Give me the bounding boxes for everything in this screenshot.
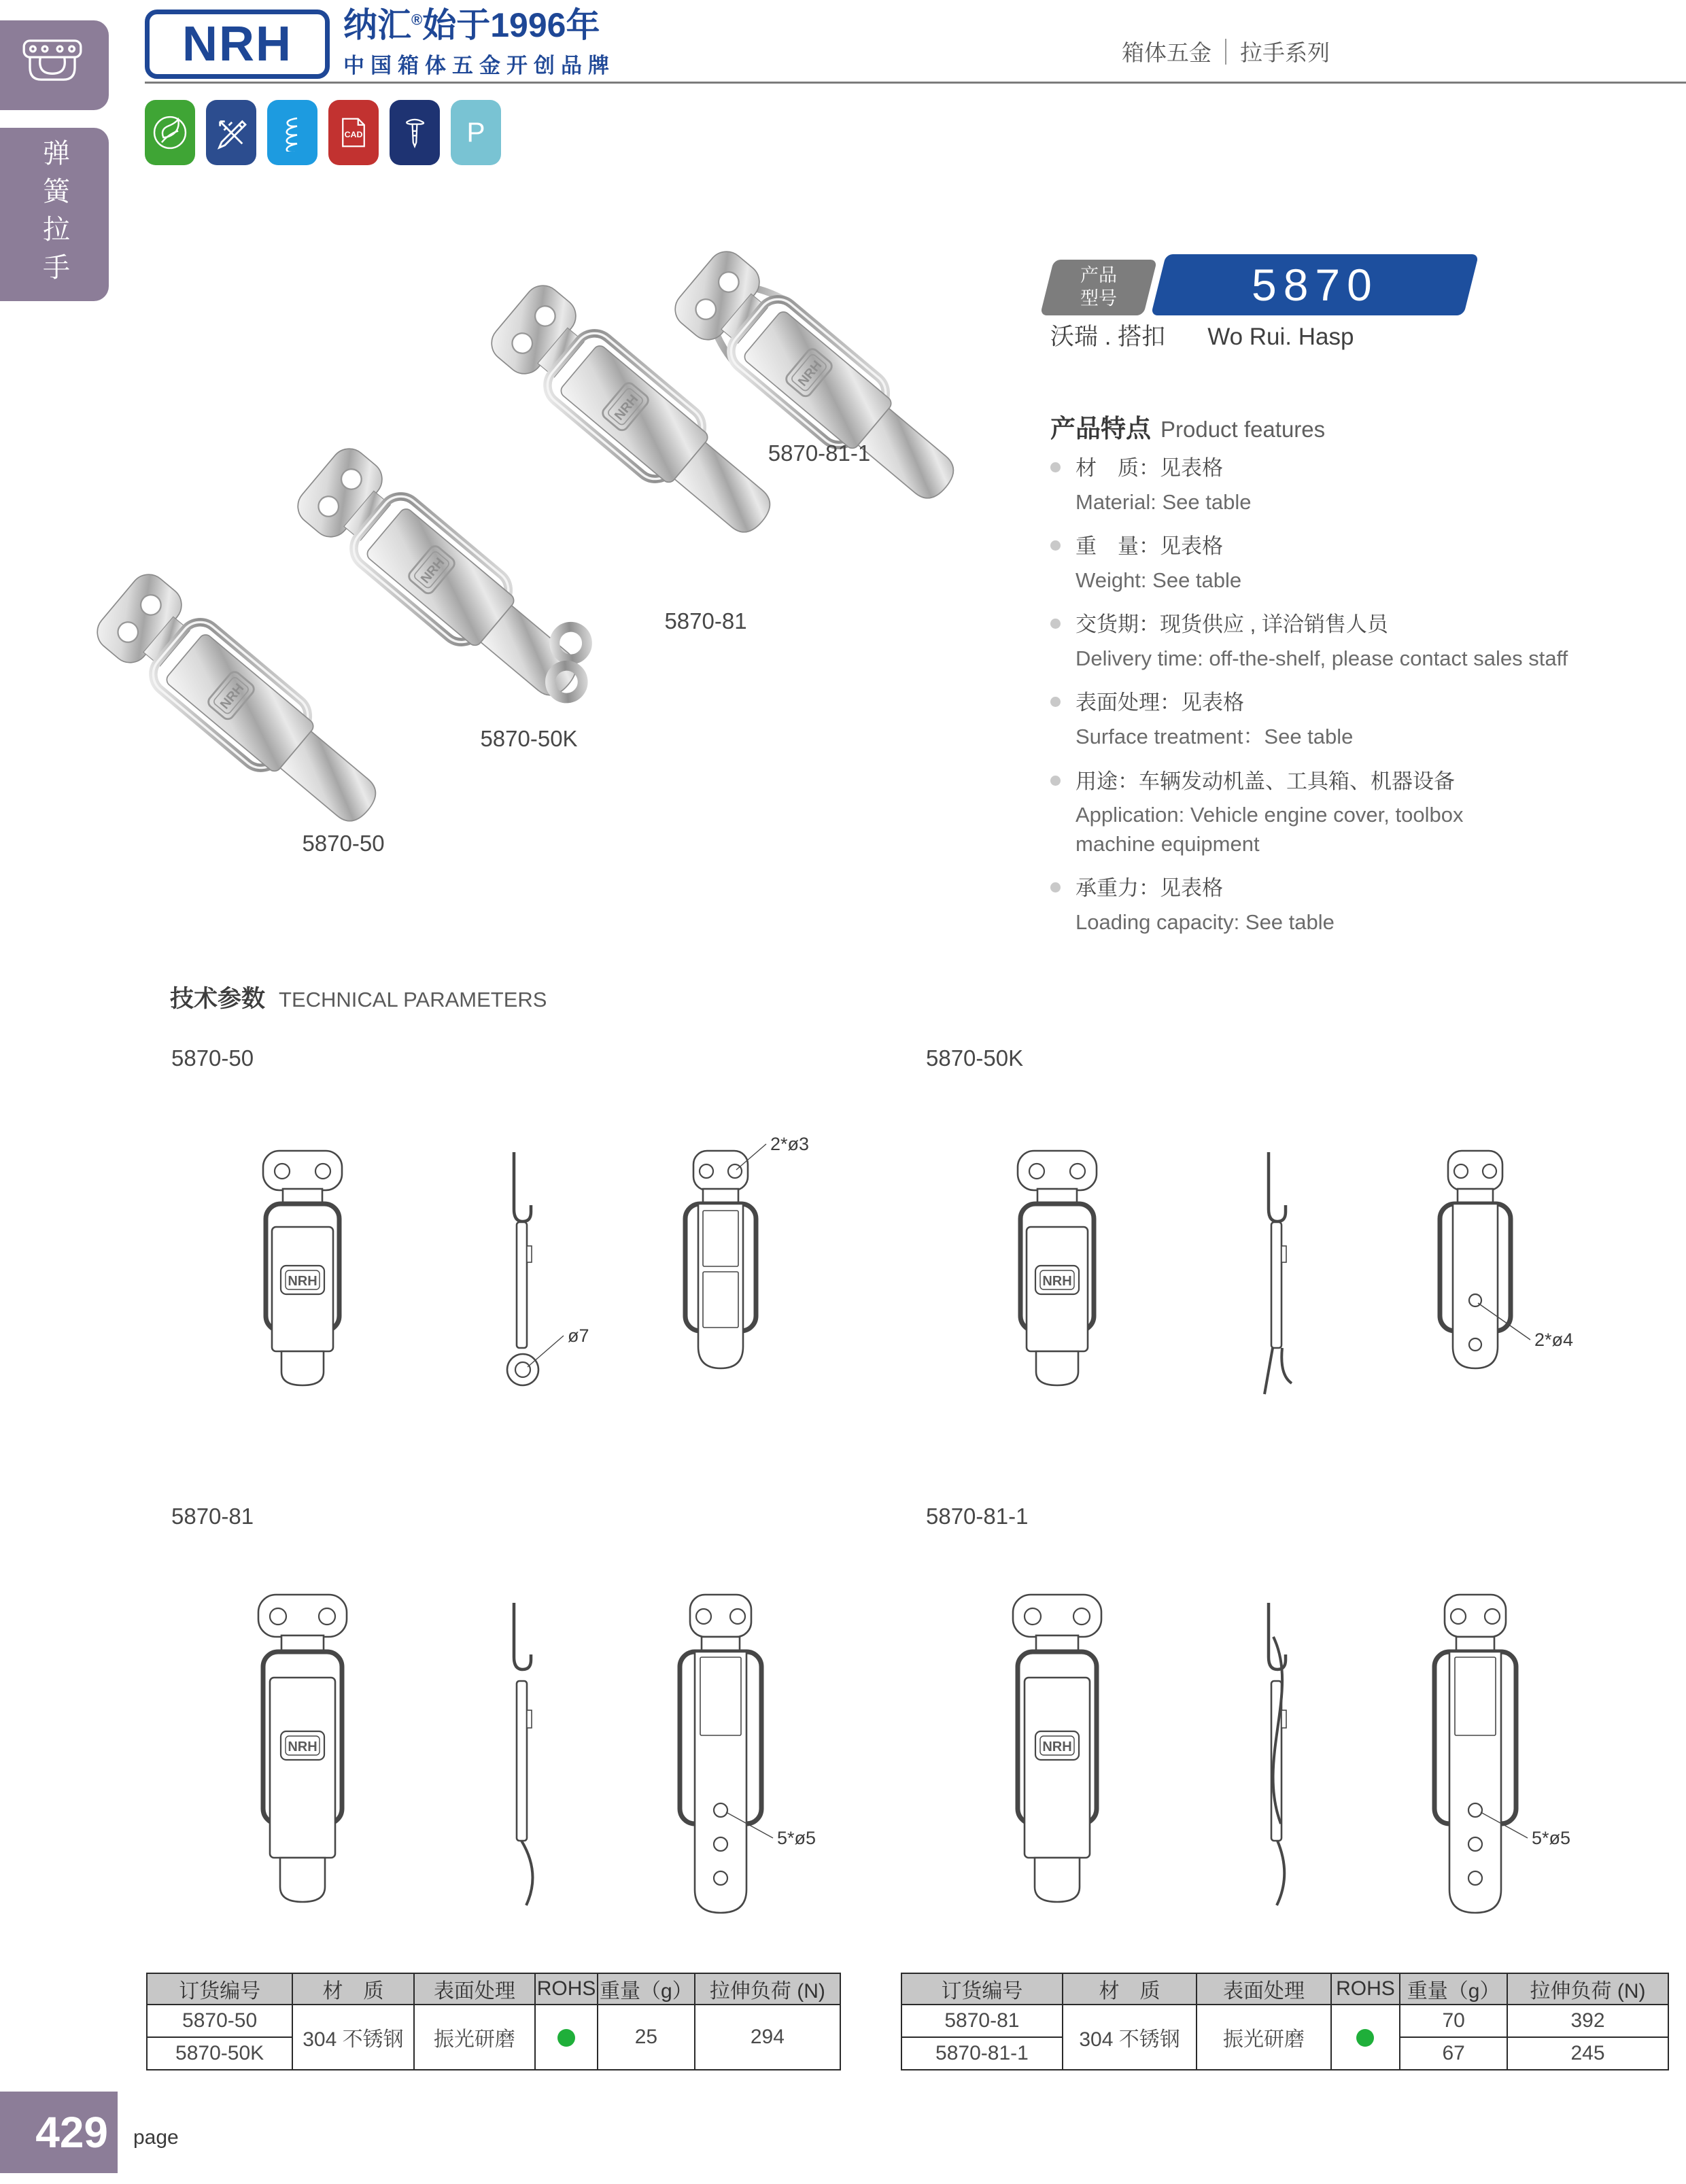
model-tag: 产品 型号 <box>1040 260 1157 315</box>
features-heading: 产品特点 Product features <box>1050 415 1326 443</box>
table-row <box>147 2005 840 2037</box>
model-number: 5870 <box>1251 260 1379 310</box>
rohs-pass-icon <box>557 2029 575 2047</box>
sidebar-tab-label: 弹簧拉手 <box>39 138 69 291</box>
svg-text:NRH: NRH <box>795 358 825 389</box>
rohs-cell <box>535 2005 598 2070</box>
dim-label: ø7 <box>568 1325 589 1346</box>
design-tools-icon <box>206 100 256 165</box>
load-cell: 245 <box>1507 2037 1668 2070</box>
tech-heading: 技术参数 TECHNICAL PARAMETERS <box>170 986 547 1012</box>
latch-icon <box>15 30 90 98</box>
drawing-label: 5870-81-1 <box>926 1504 1029 1529</box>
feature-en: Delivery time: off-the-shelf, please contact sales staff <box>1076 646 1568 671</box>
technical-drawing-5870-81 <box>146 1535 846 1956</box>
svg-text:NRH: NRH <box>288 1739 317 1754</box>
load-cell: 392 <box>1507 2005 1668 2037</box>
breadcrumb <box>1122 35 1330 67</box>
subtitle-zh: 沃瑞 . 搭扣 <box>1050 324 1166 350</box>
load-cell: 294 <box>695 2005 840 2070</box>
page-number-block <box>0 2092 118 2173</box>
breadcrumb-divider <box>1225 39 1226 65</box>
weight-cell: 70 <box>1400 2005 1507 2037</box>
technical-drawing-5870-81-1 <box>901 1535 1601 1956</box>
svg-text:NRH: NRH <box>612 392 642 423</box>
feature-item <box>1050 767 1662 858</box>
technical-drawing-5870-50K <box>901 1076 1601 1470</box>
feature-en: Material: See table <box>1076 489 1252 514</box>
feature-item <box>1050 874 1662 936</box>
surface-cell: 振光研磨 <box>414 2005 536 2070</box>
bullet-icon <box>1050 776 1061 786</box>
svg-text:CAD: CAD <box>344 129 363 139</box>
drawing-label: 5870-81 <box>171 1504 254 1529</box>
order-code: 5870-81-1 <box>901 2037 1063 2070</box>
svg-text:NRH: NRH <box>418 555 448 587</box>
photo-label: 5870-81 <box>664 608 747 634</box>
svg-text:NRH: NRH <box>1042 1739 1072 1754</box>
drawing-label: 5870-50 <box>171 1045 254 1071</box>
breadcrumb-right: 拉手系列 <box>1240 40 1330 65</box>
col-header: 拉伸负荷 (N) <box>1507 1973 1668 2005</box>
col-header: 重量（g） <box>598 1973 695 2005</box>
nrh-logo <box>145 10 330 79</box>
svg-text:P: P <box>466 116 485 148</box>
feature-en: Application: Vehicle engine cover, toolbox <box>1076 803 1464 827</box>
surface-cell: 振光研磨 <box>1197 2005 1330 2070</box>
feature-item <box>1050 610 1662 672</box>
feature-zh: 用途：车辆发动机盖、工具箱、机器设备 <box>1076 769 1455 793</box>
svg-text:NRH: NRH <box>1042 1274 1072 1289</box>
col-header: ROHS <box>535 1973 598 2005</box>
dim-label: 5*ø5 <box>1532 1828 1571 1848</box>
feature-en: Weight: See table <box>1076 568 1242 592</box>
photo-label: 5870-81-1 <box>768 440 871 466</box>
certification-icon-row <box>145 100 501 165</box>
col-header: 订货编号 <box>147 1973 292 2005</box>
dim-label: 5*ø5 <box>777 1828 816 1848</box>
eco-leaf-icon <box>145 100 195 165</box>
drawing-label: 5870-50K <box>926 1045 1024 1071</box>
brand-line2: 中国箱体五金开创品牌 <box>343 54 615 77</box>
feature-list <box>1050 454 1662 952</box>
nail-icon <box>390 100 440 165</box>
material-cell: 304 不锈钢 <box>1063 2005 1197 2070</box>
feature-item <box>1050 689 1662 750</box>
order-code: 5870-81 <box>901 2005 1063 2037</box>
spec-table-right <box>901 1973 1669 2070</box>
feature-zh: 重 量：见表格 <box>1076 534 1223 559</box>
sidebar-tab-spring-handles[interactable] <box>0 128 109 301</box>
col-header: 表面处理 <box>1197 1973 1330 2005</box>
feature-en: machine equipment <box>1076 831 1260 856</box>
registered-mark-icon: ® <box>411 11 423 29</box>
order-code: 5870-50K <box>147 2037 292 2070</box>
model-number-badge <box>1151 254 1479 315</box>
dim-label: 2*ø4 <box>1534 1330 1574 1350</box>
page-number: 429 <box>35 2108 108 2157</box>
bullet-icon <box>1050 619 1061 629</box>
bullet-icon <box>1050 697 1061 707</box>
feature-zh: 承重力：见表格 <box>1076 876 1223 900</box>
product-subtitle <box>1050 318 1354 352</box>
bullet-icon <box>1050 882 1061 892</box>
col-header: 订货编号 <box>901 1973 1063 2005</box>
sidebar-tab-latch[interactable] <box>0 20 109 110</box>
weight-cell: 25 <box>598 2005 695 2070</box>
breadcrumb-left: 箱体五金 <box>1122 40 1211 65</box>
p-badge-icon <box>451 100 501 165</box>
table-row <box>901 2005 1668 2037</box>
feature-item <box>1050 532 1662 594</box>
col-header: 重量（g） <box>1400 1973 1507 2005</box>
col-header: 材 质 <box>292 1973 414 2005</box>
spec-table-left <box>146 1973 841 2070</box>
technical-drawing-5870-50 <box>146 1076 846 1470</box>
col-header: 材 质 <box>1063 1973 1197 2005</box>
weight-cell: 67 <box>1400 2037 1507 2070</box>
rohs-pass-icon <box>1356 2029 1374 2047</box>
brand-line1: 纳汇®始于1996年 <box>343 6 600 44</box>
feature-en: Loading capacity: See table <box>1076 909 1335 934</box>
svg-text:NRH: NRH <box>218 681 247 712</box>
subtitle-en: Wo Rui. Hasp <box>1207 324 1354 350</box>
col-header: 拉伸负荷 (N) <box>695 1973 840 2005</box>
bullet-icon <box>1050 462 1061 472</box>
page-label: page <box>133 2126 179 2149</box>
photo-label: 5870-50K <box>480 726 578 751</box>
order-code: 5870-50 <box>147 2005 292 2037</box>
bullet-icon <box>1050 540 1061 551</box>
brand-block <box>343 7 615 79</box>
header-rule <box>145 82 1686 84</box>
feature-zh: 表面处理：见表格 <box>1076 691 1244 715</box>
svg-text:NRH: NRH <box>288 1274 317 1289</box>
dim-label: 2*ø3 <box>770 1134 810 1154</box>
feature-item <box>1050 454 1662 516</box>
spring-icon <box>267 100 317 165</box>
feature-zh: 材 质：见表格 <box>1076 456 1223 480</box>
material-cell: 304 不锈钢 <box>292 2005 414 2070</box>
col-header: ROHS <box>1331 1973 1400 2005</box>
feature-en: Surface treatment：See table <box>1076 725 1354 749</box>
rohs-cell <box>1331 2005 1400 2070</box>
col-header: 表面处理 <box>414 1973 536 2005</box>
feature-zh: 交货期：现货供应 , 详洽销售人员 <box>1076 612 1388 637</box>
photo-label: 5870-50 <box>302 831 385 856</box>
cad-file-icon <box>328 100 379 165</box>
logo-text: NRH <box>182 17 292 71</box>
